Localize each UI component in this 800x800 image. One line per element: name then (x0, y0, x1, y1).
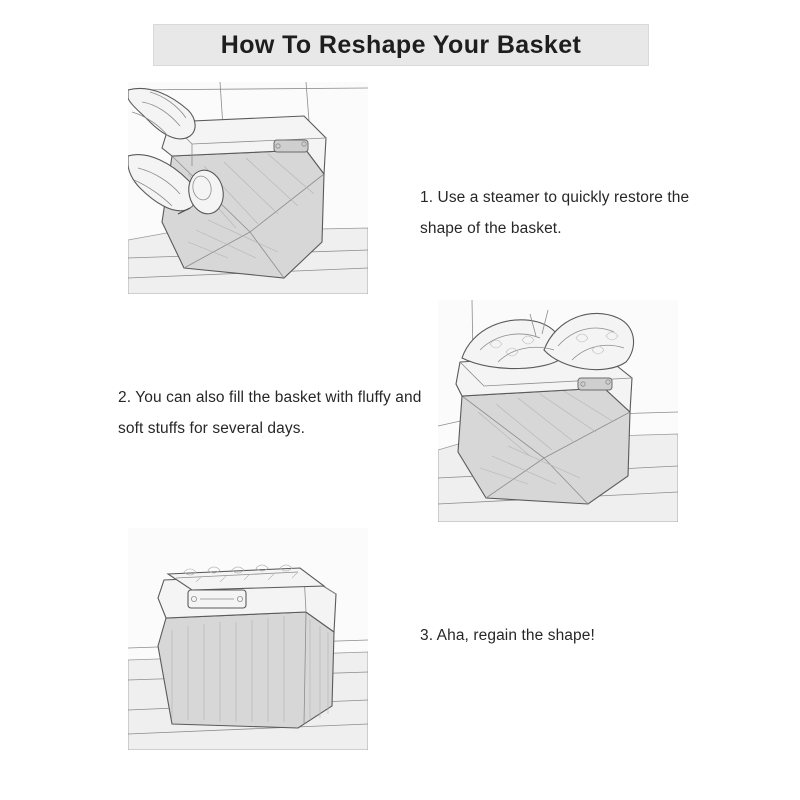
page-title: How To Reshape Your Basket (220, 30, 582, 59)
step-3-image (128, 528, 368, 750)
step-1-caption: 1. Use a steamer to quickly restore the shape of the basket. (420, 189, 690, 237)
step-1-image (128, 82, 368, 294)
step-2-caption: 2. You can also fill the basket with fluffy and soft stuffs for several days. (118, 389, 422, 437)
page-title-banner (153, 24, 649, 66)
step-3-caption: 3. Aha, regain the shape! (420, 627, 595, 644)
step-2-image (438, 300, 678, 522)
